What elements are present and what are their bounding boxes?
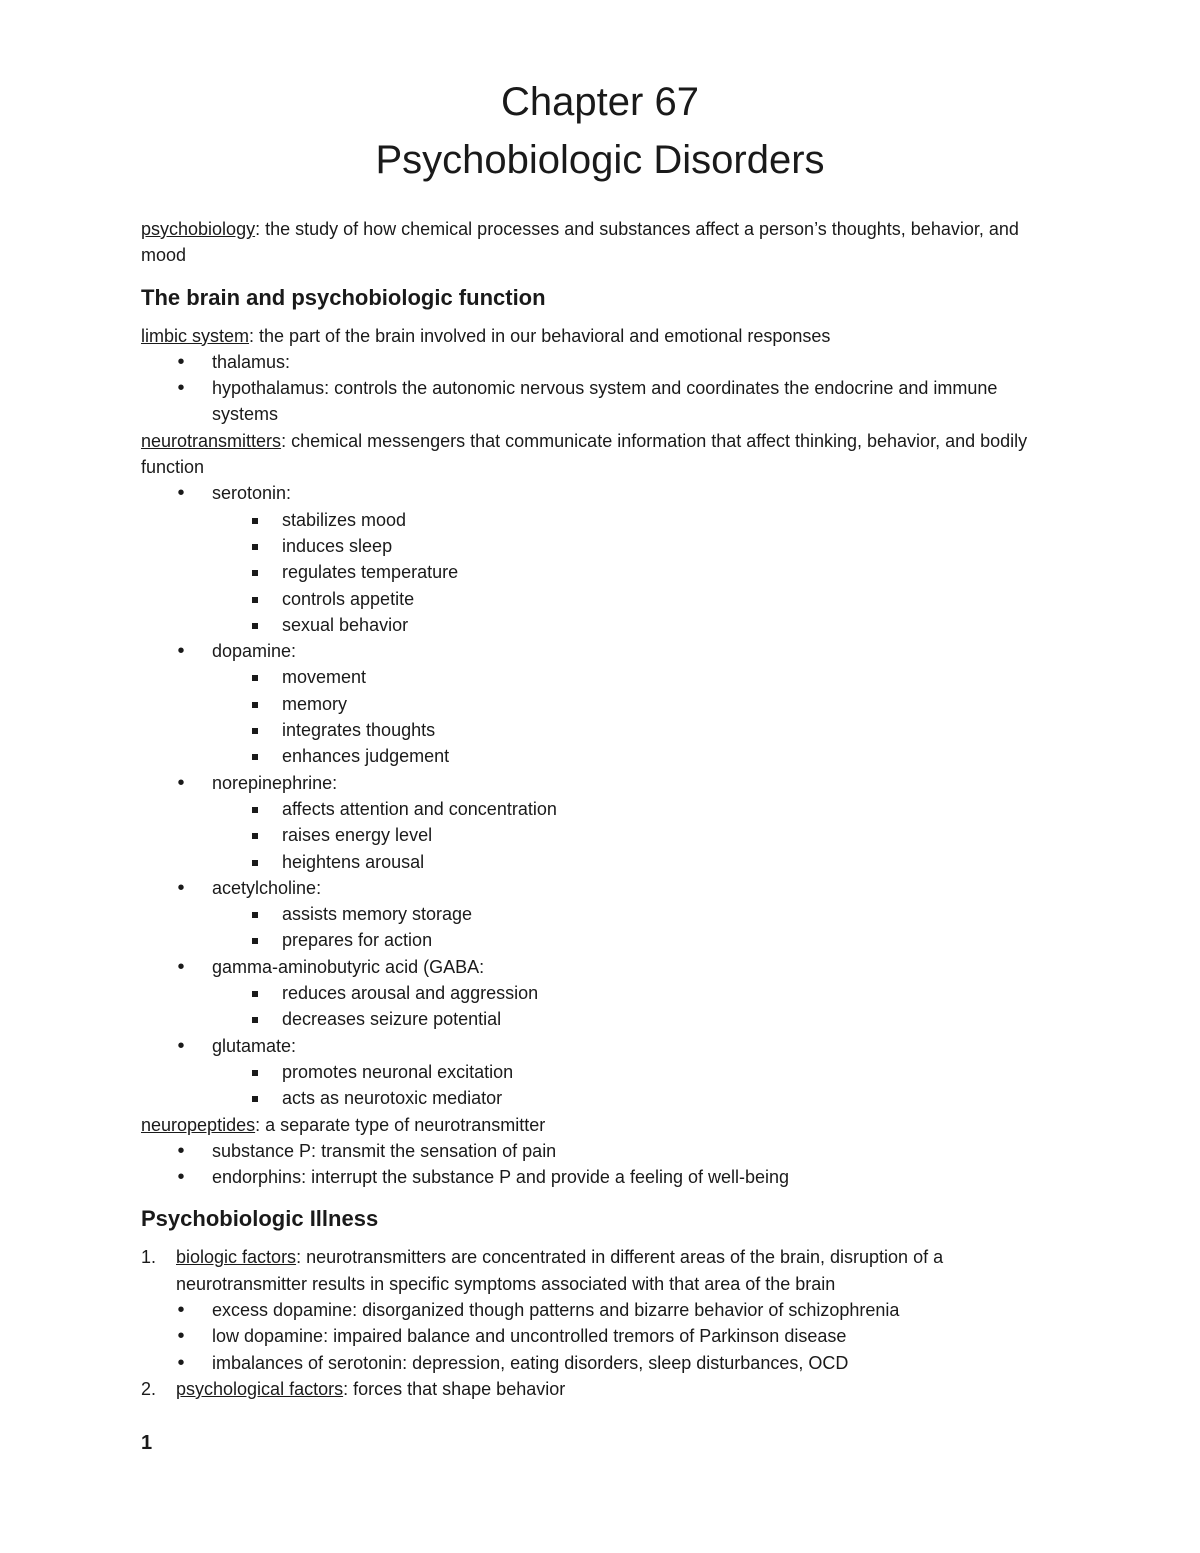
term: psychobiology: [141, 219, 256, 239]
sub-list-item: affects attention and concentration: [141, 796, 1061, 822]
sub-list-item: enhances judgement: [141, 743, 1061, 769]
sub-list-item: acts as neurotoxic mediator: [141, 1085, 1061, 1111]
sub-list-item: decreases seizure potential: [141, 1006, 1061, 1032]
definition-text: : a separate type of neurotransmitter: [255, 1114, 546, 1135]
document-body: [141, 216, 1061, 1402]
list-item: • gamma-aminobutyric acid (GABA:: [141, 954, 1061, 980]
bullet-icon: [174, 1297, 188, 1323]
list-item: • dopamine:: [141, 638, 1061, 664]
definition-text: : forces that shape behavior: [343, 1378, 566, 1399]
square-bullet-icon: [252, 912, 258, 918]
sub-list-item: induces sleep: [141, 533, 1061, 559]
sub-list-item: stabilizes mood: [141, 507, 1061, 533]
square-bullet-icon: [252, 1017, 258, 1023]
square-bullet-icon: [252, 991, 258, 997]
bullet-icon: [174, 770, 188, 796]
sub-list-item: prepares for action: [141, 927, 1061, 953]
bullet-icon: [174, 1033, 188, 1059]
sub-list-item: regulates temperature: [141, 559, 1061, 585]
square-bullet-icon: [252, 623, 258, 629]
square-bullet-icon: [252, 754, 258, 760]
term: limbic system: [141, 325, 250, 346]
sub-list-item: controls appetite: [141, 586, 1061, 612]
list-item: • endorphins: interrupt the substance P and provide a feeling of well-being: [141, 1164, 1061, 1190]
square-bullet-icon: [252, 938, 258, 944]
list-item: • glutamate:: [141, 1033, 1061, 1059]
bullet-icon: [174, 1350, 188, 1376]
list-item: • thalamus:: [141, 349, 1061, 375]
list-item: • norepinephrine:: [141, 770, 1061, 796]
bullet-icon: [174, 875, 188, 901]
numbered-item: [141, 1376, 1061, 1402]
item-number: 2.: [141, 1378, 157, 1399]
definition-text: : the study of how chemical processes and substances affect a person’s thoughts, behavior, and mood: [141, 219, 1019, 266]
neurotransmitters-definition: [141, 428, 1061, 481]
sub-list-item: assists memory storage: [141, 901, 1061, 927]
intro-definition: [141, 216, 1061, 269]
list-item: • hypothalamus: controls the autonomic nervous system and coordinates the endocrine and immune systems: [141, 375, 1061, 428]
bullet-icon: [174, 638, 188, 664]
sub-list-item: movement: [141, 664, 1061, 690]
chapter-number: Chapter 67: [501, 80, 699, 124]
list-item: • serotonin:: [141, 480, 1061, 506]
definition-text: : the part of the brain involved in our behavioral and emotional responses: [249, 325, 831, 346]
list-item: • substance P: transmit the sensation of pain: [141, 1138, 1061, 1164]
neuropeptides-definition: [141, 1112, 1061, 1138]
square-bullet-icon: [252, 675, 258, 681]
sub-list-item: memory: [141, 691, 1061, 717]
bullet-icon: [174, 1323, 188, 1349]
chapter-title: Psychobiologic Disorders: [375, 138, 825, 182]
square-bullet-icon: [252, 1070, 258, 1076]
square-bullet-icon: [252, 570, 258, 576]
square-bullet-icon: [252, 1096, 258, 1102]
bullet-icon: [174, 375, 188, 401]
sub-list-item: sexual behavior: [141, 612, 1061, 638]
section-heading: Psychobiologic Illness: [141, 1206, 379, 1232]
bullet-icon: [174, 1164, 188, 1190]
square-bullet-icon: [252, 702, 258, 708]
definition-text: : chemical messengers that communicate information that affect thinking, behavior, and bodily function: [141, 430, 1028, 478]
bullet-icon: [174, 480, 188, 506]
bullet-icon: [174, 954, 188, 980]
sub-list-item: heightens arousal: [141, 849, 1061, 875]
sub-list-item: promotes neuronal excitation: [141, 1059, 1061, 1085]
bullet-icon: [174, 349, 188, 375]
sub-list-item: reduces arousal and aggression: [141, 980, 1061, 1006]
limbic-definition: [141, 323, 1061, 349]
square-bullet-icon: [252, 597, 258, 603]
page-number: 1: [141, 1432, 153, 1454]
term: biologic factors: [176, 1247, 297, 1268]
list-item: • excess dopamine: disorganized though patterns and bizarre behavior of schizophrenia: [141, 1297, 1061, 1323]
square-bullet-icon: [252, 518, 258, 524]
section-heading: The brain and psychobiologic function: [141, 284, 546, 310]
item-number: 1.: [141, 1247, 157, 1268]
definition-text: : neurotransmitters are concentrated in different areas of the brain, disruption of a neurotransmitter results in specific symptoms associated with that area of the brain: [176, 1247, 944, 1294]
numbered-item: [141, 1244, 1061, 1297]
term: neuropeptides: [141, 1114, 256, 1135]
square-bullet-icon: [252, 807, 258, 813]
list-item: • acetylcholine:: [141, 875, 1061, 901]
square-bullet-icon: [252, 833, 258, 839]
square-bullet-icon: [252, 860, 258, 866]
term: neurotransmitters: [141, 430, 282, 451]
bullet-icon: [174, 1138, 188, 1164]
list-item: • imbalances of serotonin: depression, eating disorders, sleep disturbances, OCD: [141, 1350, 1061, 1376]
square-bullet-icon: [252, 544, 258, 550]
term: psychological factors: [176, 1378, 344, 1399]
sub-list-item: raises energy level: [141, 822, 1061, 848]
square-bullet-icon: [252, 728, 258, 734]
list-item: • low dopamine: impaired balance and uncontrolled tremors of Parkinson disease: [141, 1323, 1061, 1349]
sub-list-item: integrates thoughts: [141, 717, 1061, 743]
